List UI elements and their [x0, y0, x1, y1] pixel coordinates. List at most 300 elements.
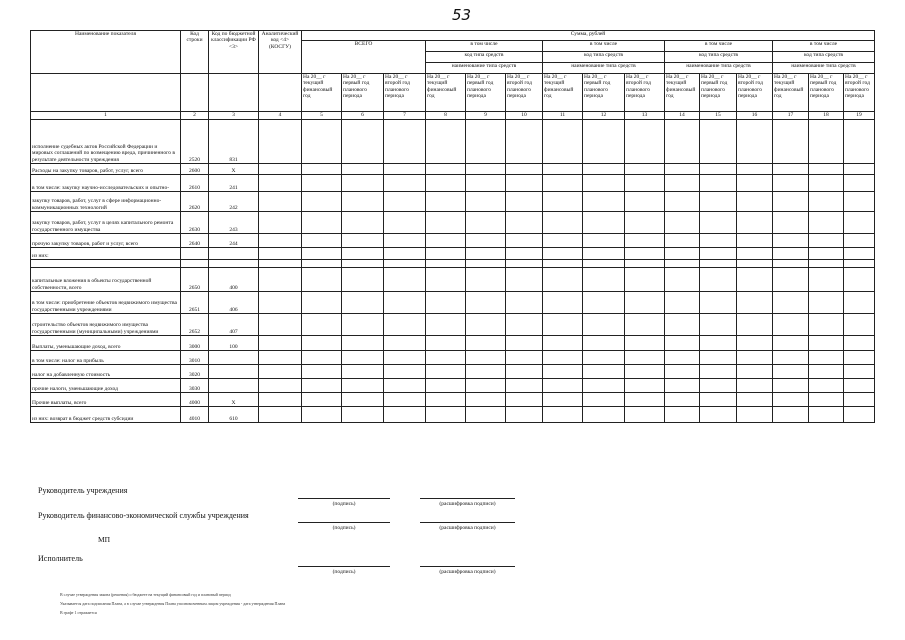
value-cell[interactable]: [302, 393, 342, 407]
value-cell[interactable]: [384, 234, 426, 248]
value-cell[interactable]: [700, 407, 737, 423]
value-cell[interactable]: [583, 365, 625, 379]
value-cell[interactable]: [700, 365, 737, 379]
value-cell[interactable]: [384, 336, 426, 351]
value-cell[interactable]: [426, 292, 466, 314]
value-cell[interactable]: [342, 212, 384, 234]
value-cell[interactable]: [426, 407, 466, 423]
value-cell[interactable]: [625, 268, 665, 292]
value-cell[interactable]: [665, 379, 700, 393]
row-budget-code: [209, 351, 259, 365]
value-cell[interactable]: [844, 407, 875, 423]
row-label: в том числе: приобретение объектов недвижимого имущества государственными учреждениями: [31, 292, 181, 314]
value-cell[interactable]: [844, 248, 875, 260]
value-cell[interactable]: [259, 120, 302, 164]
value-cell[interactable]: [773, 234, 809, 248]
value-cell[interactable]: [809, 234, 844, 248]
value-cell[interactable]: [384, 164, 426, 175]
value-cell[interactable]: [737, 175, 773, 192]
value-cell[interactable]: [466, 379, 506, 393]
value-cell[interactable]: [466, 260, 506, 268]
value-cell[interactable]: [426, 260, 466, 268]
value-cell[interactable]: [259, 248, 302, 260]
value-cell[interactable]: [583, 314, 625, 336]
value-cell[interactable]: [844, 336, 875, 351]
value-cell[interactable]: [384, 393, 426, 407]
value-cell[interactable]: [384, 379, 426, 393]
value-cell[interactable]: [773, 314, 809, 336]
value-cell[interactable]: [844, 212, 875, 234]
value-cell[interactable]: [844, 314, 875, 336]
table-row: [31, 120, 875, 164]
value-cell[interactable]: [466, 351, 506, 365]
value-cell[interactable]: [543, 314, 583, 336]
value-cell[interactable]: [809, 120, 844, 164]
value-cell[interactable]: [665, 407, 700, 423]
value-cell[interactable]: [773, 292, 809, 314]
value-cell[interactable]: [737, 393, 773, 407]
value-cell[interactable]: [259, 268, 302, 292]
value-cell[interactable]: [466, 248, 506, 260]
value-cell[interactable]: [384, 268, 426, 292]
footnote-3: В графе 1 отражается: [60, 610, 97, 615]
value-cell[interactable]: [583, 120, 625, 164]
value-cell[interactable]: [506, 120, 543, 164]
value-cell[interactable]: [302, 212, 342, 234]
value-cell[interactable]: [700, 212, 737, 234]
row-budget-code: 610: [209, 407, 259, 423]
value-cell[interactable]: [466, 164, 506, 175]
value-cell[interactable]: [700, 314, 737, 336]
value-cell[interactable]: [506, 268, 543, 292]
value-cell[interactable]: [665, 120, 700, 164]
value-cell[interactable]: [506, 175, 543, 192]
value-cell[interactable]: [773, 212, 809, 234]
value-cell[interactable]: [700, 234, 737, 248]
value-cell[interactable]: [809, 268, 844, 292]
table-row: [31, 393, 875, 407]
value-cell[interactable]: [506, 192, 543, 212]
value-cell[interactable]: [665, 175, 700, 192]
column-number: 18: [809, 112, 844, 120]
value-cell[interactable]: [384, 212, 426, 234]
value-cell[interactable]: [506, 292, 543, 314]
header-year-2-2: На 20__ г первый год планового периода: [466, 74, 506, 112]
value-cell[interactable]: [506, 248, 543, 260]
value-cell[interactable]: [583, 393, 625, 407]
value-cell[interactable]: [259, 379, 302, 393]
value-cell[interactable]: [809, 407, 844, 423]
value-cell[interactable]: [809, 393, 844, 407]
value-cell[interactable]: [466, 336, 506, 351]
value-cell[interactable]: [844, 393, 875, 407]
value-cell[interactable]: [426, 379, 466, 393]
value-cell[interactable]: [665, 351, 700, 365]
value-cell[interactable]: [302, 407, 342, 423]
value-cell[interactable]: [844, 192, 875, 212]
value-cell[interactable]: [625, 212, 665, 234]
value-cell[interactable]: [259, 175, 302, 192]
value-cell[interactable]: [259, 314, 302, 336]
value-cell[interactable]: [625, 175, 665, 192]
value-cell[interactable]: [583, 336, 625, 351]
value-cell[interactable]: [625, 248, 665, 260]
value-cell[interactable]: [259, 234, 302, 248]
value-cell[interactable]: [583, 268, 625, 292]
value-cell[interactable]: [625, 260, 665, 268]
value-cell[interactable]: [665, 393, 700, 407]
value-cell[interactable]: [700, 164, 737, 175]
value-cell[interactable]: [426, 175, 466, 192]
value-cell[interactable]: [384, 175, 426, 192]
value-cell[interactable]: [384, 314, 426, 336]
value-cell[interactable]: [259, 292, 302, 314]
value-cell[interactable]: [737, 248, 773, 260]
value-cell[interactable]: [665, 365, 700, 379]
value-cell[interactable]: [737, 164, 773, 175]
value-cell[interactable]: [543, 407, 583, 423]
value-cell[interactable]: [737, 407, 773, 423]
value-cell[interactable]: [737, 234, 773, 248]
value-cell[interactable]: [625, 164, 665, 175]
value-cell[interactable]: [543, 379, 583, 393]
value-cell[interactable]: [342, 351, 384, 365]
value-cell[interactable]: [342, 379, 384, 393]
value-cell[interactable]: [543, 393, 583, 407]
value-cell[interactable]: [342, 120, 384, 164]
header-year-4-2: На 20__ г первый год планового периода: [700, 74, 737, 112]
value-cell[interactable]: [665, 268, 700, 292]
value-cell[interactable]: [426, 120, 466, 164]
value-cell[interactable]: [737, 192, 773, 212]
value-cell[interactable]: [543, 248, 583, 260]
value-cell[interactable]: [773, 379, 809, 393]
value-cell[interactable]: [809, 212, 844, 234]
value-cell[interactable]: [737, 268, 773, 292]
value-cell[interactable]: [844, 164, 875, 175]
executor-decode-line: [420, 566, 515, 567]
value-cell[interactable]: [844, 351, 875, 365]
value-cell[interactable]: [342, 248, 384, 260]
value-cell[interactable]: [302, 351, 342, 365]
value-cell[interactable]: [773, 268, 809, 292]
value-cell[interactable]: [625, 407, 665, 423]
value-cell[interactable]: [737, 120, 773, 164]
value-cell[interactable]: [426, 268, 466, 292]
column-number: 2: [181, 112, 209, 120]
value-cell[interactable]: [384, 365, 426, 379]
header-fund-code-1: код типа средств: [426, 52, 543, 63]
value-cell[interactable]: [426, 351, 466, 365]
value-cell[interactable]: [466, 120, 506, 164]
value-cell[interactable]: [737, 365, 773, 379]
value-cell[interactable]: [384, 120, 426, 164]
value-cell[interactable]: [342, 365, 384, 379]
value-cell[interactable]: [543, 234, 583, 248]
value-cell[interactable]: [809, 379, 844, 393]
value-cell[interactable]: [737, 379, 773, 393]
value-cell[interactable]: [466, 365, 506, 379]
value-cell[interactable]: [583, 351, 625, 365]
value-cell[interactable]: [259, 365, 302, 379]
value-cell[interactable]: [809, 164, 844, 175]
value-cell[interactable]: [259, 336, 302, 351]
value-cell[interactable]: [809, 260, 844, 268]
value-cell[interactable]: [466, 234, 506, 248]
value-cell[interactable]: [342, 393, 384, 407]
value-cell[interactable]: [809, 292, 844, 314]
value-cell[interactable]: [625, 314, 665, 336]
value-cell[interactable]: [665, 164, 700, 175]
value-cell[interactable]: [543, 365, 583, 379]
value-cell[interactable]: [625, 379, 665, 393]
value-cell[interactable]: [583, 234, 625, 248]
value-cell[interactable]: [625, 393, 665, 407]
value-cell[interactable]: [625, 192, 665, 212]
row-code: 2630: [181, 212, 209, 234]
value-cell[interactable]: [426, 234, 466, 248]
column-number: 9: [466, 112, 506, 120]
value-cell[interactable]: [506, 234, 543, 248]
row-label: в том числе: налог на прибыль: [31, 351, 181, 365]
value-cell[interactable]: [302, 175, 342, 192]
row-budget-code: 831: [209, 120, 259, 164]
value-cell[interactable]: [700, 120, 737, 164]
value-cell[interactable]: [543, 260, 583, 268]
value-cell[interactable]: [773, 351, 809, 365]
value-cell[interactable]: [506, 212, 543, 234]
value-cell[interactable]: [543, 351, 583, 365]
row-code: 3010: [181, 351, 209, 365]
value-cell[interactable]: [466, 212, 506, 234]
value-cell[interactable]: [737, 260, 773, 268]
value-cell[interactable]: [543, 268, 583, 292]
value-cell[interactable]: [773, 248, 809, 260]
value-cell[interactable]: [259, 407, 302, 423]
value-cell[interactable]: [302, 379, 342, 393]
value-cell[interactable]: [342, 407, 384, 423]
value-cell[interactable]: [583, 407, 625, 423]
value-cell[interactable]: [700, 260, 737, 268]
value-cell[interactable]: [583, 379, 625, 393]
value-cell[interactable]: [506, 260, 543, 268]
value-cell[interactable]: [302, 260, 342, 268]
value-cell[interactable]: [844, 260, 875, 268]
value-cell[interactable]: [426, 393, 466, 407]
value-cell[interactable]: [543, 120, 583, 164]
value-cell[interactable]: [342, 175, 384, 192]
value-cell[interactable]: [665, 248, 700, 260]
value-cell[interactable]: [342, 268, 384, 292]
row-label: исполнение судебных актов Российской Федерации и мировых соглашений по возмещению вреда, причиненного в результате деятельности учреждения: [31, 120, 181, 164]
value-cell[interactable]: [809, 175, 844, 192]
value-cell[interactable]: [700, 248, 737, 260]
value-cell[interactable]: [700, 393, 737, 407]
value-cell[interactable]: [384, 248, 426, 260]
value-cell[interactable]: [506, 351, 543, 365]
value-cell[interactable]: [700, 192, 737, 212]
value-cell[interactable]: [665, 260, 700, 268]
value-cell[interactable]: [809, 248, 844, 260]
value-cell[interactable]: [773, 336, 809, 351]
value-cell[interactable]: [302, 120, 342, 164]
value-cell[interactable]: [700, 292, 737, 314]
value-cell[interactable]: [384, 192, 426, 212]
value-cell[interactable]: [259, 164, 302, 175]
value-cell[interactable]: [700, 351, 737, 365]
value-cell[interactable]: [737, 292, 773, 314]
value-cell[interactable]: [583, 175, 625, 192]
value-cell[interactable]: [302, 234, 342, 248]
value-cell[interactable]: [700, 175, 737, 192]
value-cell[interactable]: [384, 260, 426, 268]
value-cell[interactable]: [466, 268, 506, 292]
value-cell[interactable]: [302, 314, 342, 336]
value-cell[interactable]: [773, 175, 809, 192]
value-cell[interactable]: [844, 175, 875, 192]
value-cell[interactable]: [342, 314, 384, 336]
value-cell[interactable]: [259, 393, 302, 407]
value-cell[interactable]: [302, 192, 342, 212]
value-cell[interactable]: [737, 351, 773, 365]
value-cell[interactable]: [809, 192, 844, 212]
value-cell[interactable]: [466, 175, 506, 192]
plan-table: [30, 30, 875, 423]
value-cell[interactable]: [466, 407, 506, 423]
value-cell[interactable]: [844, 379, 875, 393]
value-cell[interactable]: [773, 260, 809, 268]
value-cell[interactable]: [384, 351, 426, 365]
table-row: [31, 292, 875, 314]
value-cell[interactable]: [342, 192, 384, 212]
value-cell[interactable]: [466, 393, 506, 407]
value-cell[interactable]: [625, 120, 665, 164]
value-cell[interactable]: [506, 365, 543, 379]
value-cell[interactable]: [426, 192, 466, 212]
value-cell[interactable]: [665, 336, 700, 351]
value-cell[interactable]: [302, 336, 342, 351]
value-cell[interactable]: [342, 164, 384, 175]
value-cell[interactable]: [506, 393, 543, 407]
value-cell[interactable]: [625, 336, 665, 351]
value-cell[interactable]: [543, 212, 583, 234]
value-cell[interactable]: [302, 292, 342, 314]
value-cell[interactable]: [844, 292, 875, 314]
header-year-1-3: На 20__ г второй год планового периода: [384, 74, 426, 112]
value-cell[interactable]: [665, 234, 700, 248]
value-cell[interactable]: [466, 292, 506, 314]
value-cell[interactable]: [665, 314, 700, 336]
value-cell[interactable]: [302, 248, 342, 260]
value-cell[interactable]: [426, 336, 466, 351]
value-cell[interactable]: [342, 336, 384, 351]
value-cell[interactable]: [665, 192, 700, 212]
value-cell[interactable]: [302, 365, 342, 379]
value-cell[interactable]: [625, 365, 665, 379]
value-cell[interactable]: [506, 336, 543, 351]
value-cell[interactable]: [259, 351, 302, 365]
value-cell[interactable]: [302, 164, 342, 175]
value-cell[interactable]: [342, 292, 384, 314]
value-cell[interactable]: [773, 192, 809, 212]
value-cell[interactable]: [384, 292, 426, 314]
value-cell[interactable]: [737, 212, 773, 234]
value-cell[interactable]: [625, 234, 665, 248]
value-cell[interactable]: [426, 248, 466, 260]
value-cell[interactable]: [426, 365, 466, 379]
value-cell[interactable]: [506, 379, 543, 393]
value-cell[interactable]: [844, 120, 875, 164]
value-cell[interactable]: [583, 192, 625, 212]
value-cell[interactable]: [844, 365, 875, 379]
value-cell[interactable]: [259, 260, 302, 268]
value-cell[interactable]: [809, 336, 844, 351]
value-cell[interactable]: [466, 314, 506, 336]
value-cell[interactable]: [625, 292, 665, 314]
table-row: [31, 234, 875, 248]
value-cell[interactable]: [625, 351, 665, 365]
value-cell[interactable]: [809, 314, 844, 336]
table-row: [31, 379, 875, 393]
value-cell[interactable]: [773, 407, 809, 423]
value-cell[interactable]: [259, 212, 302, 234]
header-fund-code-4: код типа средств: [773, 52, 875, 63]
table-row: [31, 192, 875, 212]
value-cell[interactable]: [583, 164, 625, 175]
value-cell[interactable]: [506, 407, 543, 423]
value-cell[interactable]: [506, 314, 543, 336]
value-cell[interactable]: [773, 393, 809, 407]
value-cell[interactable]: [809, 351, 844, 365]
value-cell[interactable]: [384, 407, 426, 423]
value-cell[interactable]: [543, 292, 583, 314]
value-cell[interactable]: [583, 212, 625, 234]
value-cell[interactable]: [737, 314, 773, 336]
value-cell[interactable]: [259, 192, 302, 212]
value-cell[interactable]: [543, 164, 583, 175]
value-cell[interactable]: [543, 192, 583, 212]
value-cell[interactable]: [773, 120, 809, 164]
value-cell[interactable]: [773, 164, 809, 175]
value-cell[interactable]: [583, 292, 625, 314]
column-number: 1: [31, 112, 181, 120]
value-cell[interactable]: [665, 212, 700, 234]
value-cell[interactable]: [426, 212, 466, 234]
value-cell[interactable]: [773, 365, 809, 379]
value-cell[interactable]: [700, 379, 737, 393]
value-cell[interactable]: [700, 268, 737, 292]
row-label: Расходы на закупку товаров, работ, услуг, всего: [31, 164, 181, 175]
value-cell[interactable]: [543, 175, 583, 192]
value-cell[interactable]: [426, 164, 466, 175]
header-in-that-2: в том числе: [543, 41, 665, 52]
value-cell[interactable]: [844, 268, 875, 292]
value-cell[interactable]: [809, 365, 844, 379]
value-cell[interactable]: [506, 164, 543, 175]
value-cell[interactable]: [426, 314, 466, 336]
value-cell[interactable]: [700, 336, 737, 351]
value-cell[interactable]: [583, 248, 625, 260]
value-cell[interactable]: [665, 292, 700, 314]
value-cell[interactable]: [342, 234, 384, 248]
value-cell[interactable]: [342, 260, 384, 268]
value-cell[interactable]: [737, 336, 773, 351]
value-cell[interactable]: [302, 268, 342, 292]
value-cell[interactable]: [543, 336, 583, 351]
value-cell[interactable]: [583, 260, 625, 268]
value-cell[interactable]: [466, 192, 506, 212]
value-cell[interactable]: [844, 234, 875, 248]
